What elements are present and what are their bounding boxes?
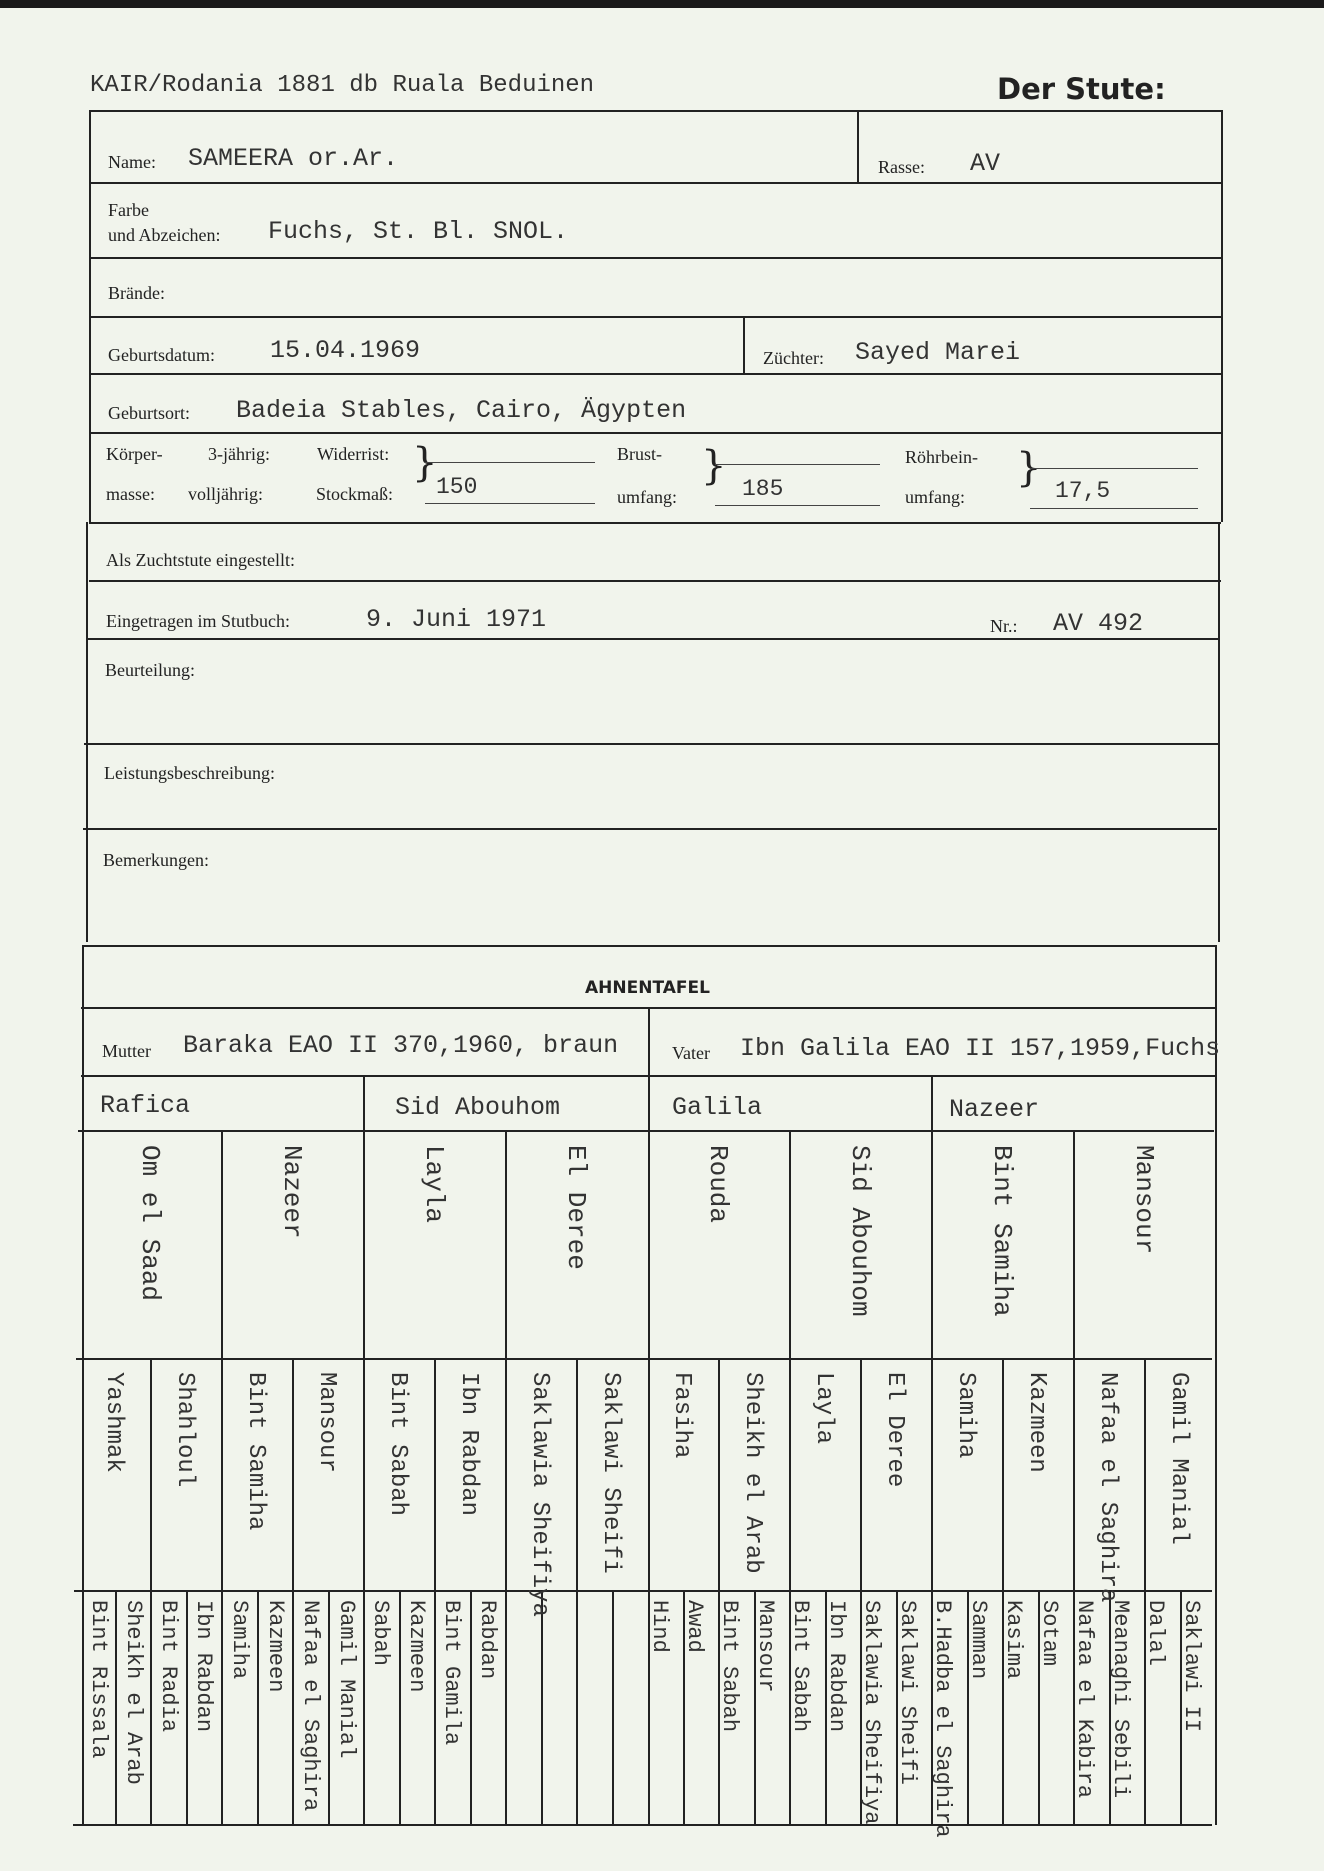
pedigree-gen5-3: Bint Radia [156,1600,181,1733]
masse-label: masse: [106,484,155,504]
koerper-label: Körper- [106,444,163,464]
pedigree-gen3-2: Nazeer [277,1145,307,1239]
braende-label: Brände: [108,283,165,303]
bemerkungen-label: Bemerkungen: [103,850,209,870]
pedigree-gen5-25: Nafaa el Kabira [1072,1600,1097,1799]
pedigree-gen5-6: Kazmeen [263,1600,288,1693]
pedigree-gen5-5: Samiha [227,1600,252,1680]
pedigree-gen4-8: Saklawi Sheifi [597,1372,624,1574]
pedigree-gen5-1: Bint Rissala [86,1600,111,1759]
pedigree-gen5-12: Rabdan [475,1600,500,1680]
name-value: SAMEERA or.Ar. [188,144,399,173]
vater-value: Ibn Galila EAO II 157,1959,Fuchs [740,1034,1221,1063]
geburtsort-label: Geburtsort: [108,403,190,423]
rasse-label: Rasse: [878,157,925,177]
stockmass-value: 150 [436,474,478,500]
brustumfang-value: 185 [742,476,784,502]
zuechter-value: Sayed Marei [855,338,1021,367]
pedigree-gen5-8: Gamil Manial [334,1600,359,1759]
pedigree-gen3-8: Mansour [1129,1145,1159,1255]
pedigree-gen5-16: Mansour [753,1600,778,1693]
geburtsdatum-label: Geburtsdatum: [108,345,215,365]
pedigree-gen5-22: Samman [966,1600,991,1680]
rasse-value: AV [970,149,1001,178]
pedigree-gen5-7: Nafaa el Saghira [298,1600,323,1812]
pedigree-gen4-2: Shahloul [171,1372,198,1488]
abzeichen-label: und Abzeichen: [108,225,221,245]
pedigree-gen5-21: B.Hadba el Saghira [930,1600,955,1838]
beurteilung-label: Beurteilung: [105,660,195,680]
brace-1: } [412,440,438,486]
pedigree-gen4-7: Saklawia Sheifiya [526,1372,553,1617]
pedigree-gen5-14: Awad [682,1600,707,1653]
leistung-label: Leistungsbeschreibung: [104,763,275,783]
pedigree-gen4-15: Nafaa el Saghira [1094,1372,1121,1603]
pedigree-gen4-11: Layla [810,1372,837,1445]
brace-2: } [701,443,727,489]
pedigree-gen2-3: Galila [672,1093,763,1122]
brace-3: } [1016,445,1042,491]
pedigree-gen5-2: Sheikh el Arab [121,1600,146,1785]
farbe-label: Farbe [108,200,149,220]
pedigree-gen4-10: Sheikh el Arab [739,1372,766,1574]
pedigree-gen3-4: El Deree [561,1145,591,1270]
pedigree-gen2-1: Rafica [100,1091,191,1120]
pedigree-gen3-1: Om el Saad [135,1145,165,1302]
pedigree-gen5-28: Saklawi II [1179,1600,1204,1733]
pedigree-gen5-23: Kasima [1001,1600,1026,1680]
roehrbeinumfang-value: 17,5 [1055,478,1111,504]
nr-value: AV 492 [1053,609,1144,638]
pedigree-gen2-4: Nazeer [949,1095,1040,1124]
pedigree-gen3-7: Bint Samiha [987,1145,1017,1317]
brustumfang-label: umfang: [617,487,677,507]
vater-label: Vater [672,1043,710,1063]
pedigree-title: AHNENTAFEL [585,978,710,998]
pedigree-gen4-6: Ibn Rabdan [455,1372,482,1517]
scan-edge-bar [0,0,1324,8]
pedigree-gen4-14: Kazmeen [1023,1372,1050,1473]
pedigree-gen3-6: Sid Abouhom [845,1145,875,1317]
geburtsort-value: Badeia Stables, Cairo, Ägypten [236,396,687,425]
nr-label: Nr.: [990,616,1018,636]
pedigree-gen5-13: Hind [647,1600,672,1653]
pedigree-gen5-26: Meanaghi Sebili [1108,1600,1133,1799]
mutter-value: Baraka EAO II 370,1960, braun [183,1031,619,1060]
roehrbein-label: Röhrbein- [905,447,978,467]
pedigree-gen5-18: Ibn Rabdan [824,1600,849,1733]
widerrist-label: Widerrist: [317,444,390,464]
dreijaehrig-label: 3-jährig: [208,444,270,464]
mutter-label: Mutter [102,1041,151,1061]
pedigree-gen4-13: Samiha [952,1372,979,1459]
pedigree-gen4-16: Gamil Manial [1165,1372,1192,1545]
stockmass-label: Stockmaß: [316,484,393,504]
farbe-value: Fuchs, St. Bl. SNOL. [268,217,569,246]
pedigree-gen5-15: Bint Sabah [717,1600,742,1733]
pedigree-gen4-4: Mansour [313,1372,340,1473]
pedigree-gen4-5: Bint Sabah [384,1372,411,1517]
pedigree-gen5-24: Sotam [1037,1600,1062,1667]
roehrbeinumfang-label: umfang: [905,487,965,507]
pedigree-gen5-19: Saklawia Sheifiya [859,1600,884,1825]
pedigree-gen3-5: Rouda [703,1145,733,1224]
pedigree-gen5-9: Sabah [368,1600,393,1667]
pedigree-gen5-4: Ibn Rabdan [191,1600,216,1733]
pedigree-gen5-10: Kazmeen [404,1600,429,1693]
pedigree-gen5-17: Bint Sabah [788,1600,813,1733]
brust-label: Brust- [617,444,662,464]
eingetragen-value: 9. Juni 1971 [366,605,547,634]
form-title: Der Stute: [997,72,1166,106]
pedigree-gen5-20: Saklawi Sheifi [895,1600,920,1785]
geburtsdatum-value: 15.04.1969 [270,336,421,365]
zuechter-label: Züchter: [763,348,824,368]
volljaehrig-label: volljährig: [188,484,263,504]
pedigree-gen5-27: Dalal [1143,1600,1168,1667]
pedigree-gen4-12: El Deree [881,1372,908,1488]
name-label: Name: [108,152,156,172]
stud-line: KAIR/Rodania 1881 db Ruala Beduinen [90,72,595,99]
eingetragen-label: Eingetragen im Stutbuch: [106,611,290,631]
pedigree-gen3-3: Layla [419,1145,449,1224]
pedigree-gen2-2: Sid Abouhom [395,1093,561,1122]
pedigree-gen5-11: Bint Gamila [439,1600,464,1746]
pedigree-gen4-9: Fasiha [668,1372,695,1459]
zuchtstute-label: Als Zuchtstute eingestellt: [106,550,295,570]
pedigree-gen4-1: Yashmak [100,1372,127,1473]
pedigree-gen4-3: Bint Samiha [242,1372,269,1531]
